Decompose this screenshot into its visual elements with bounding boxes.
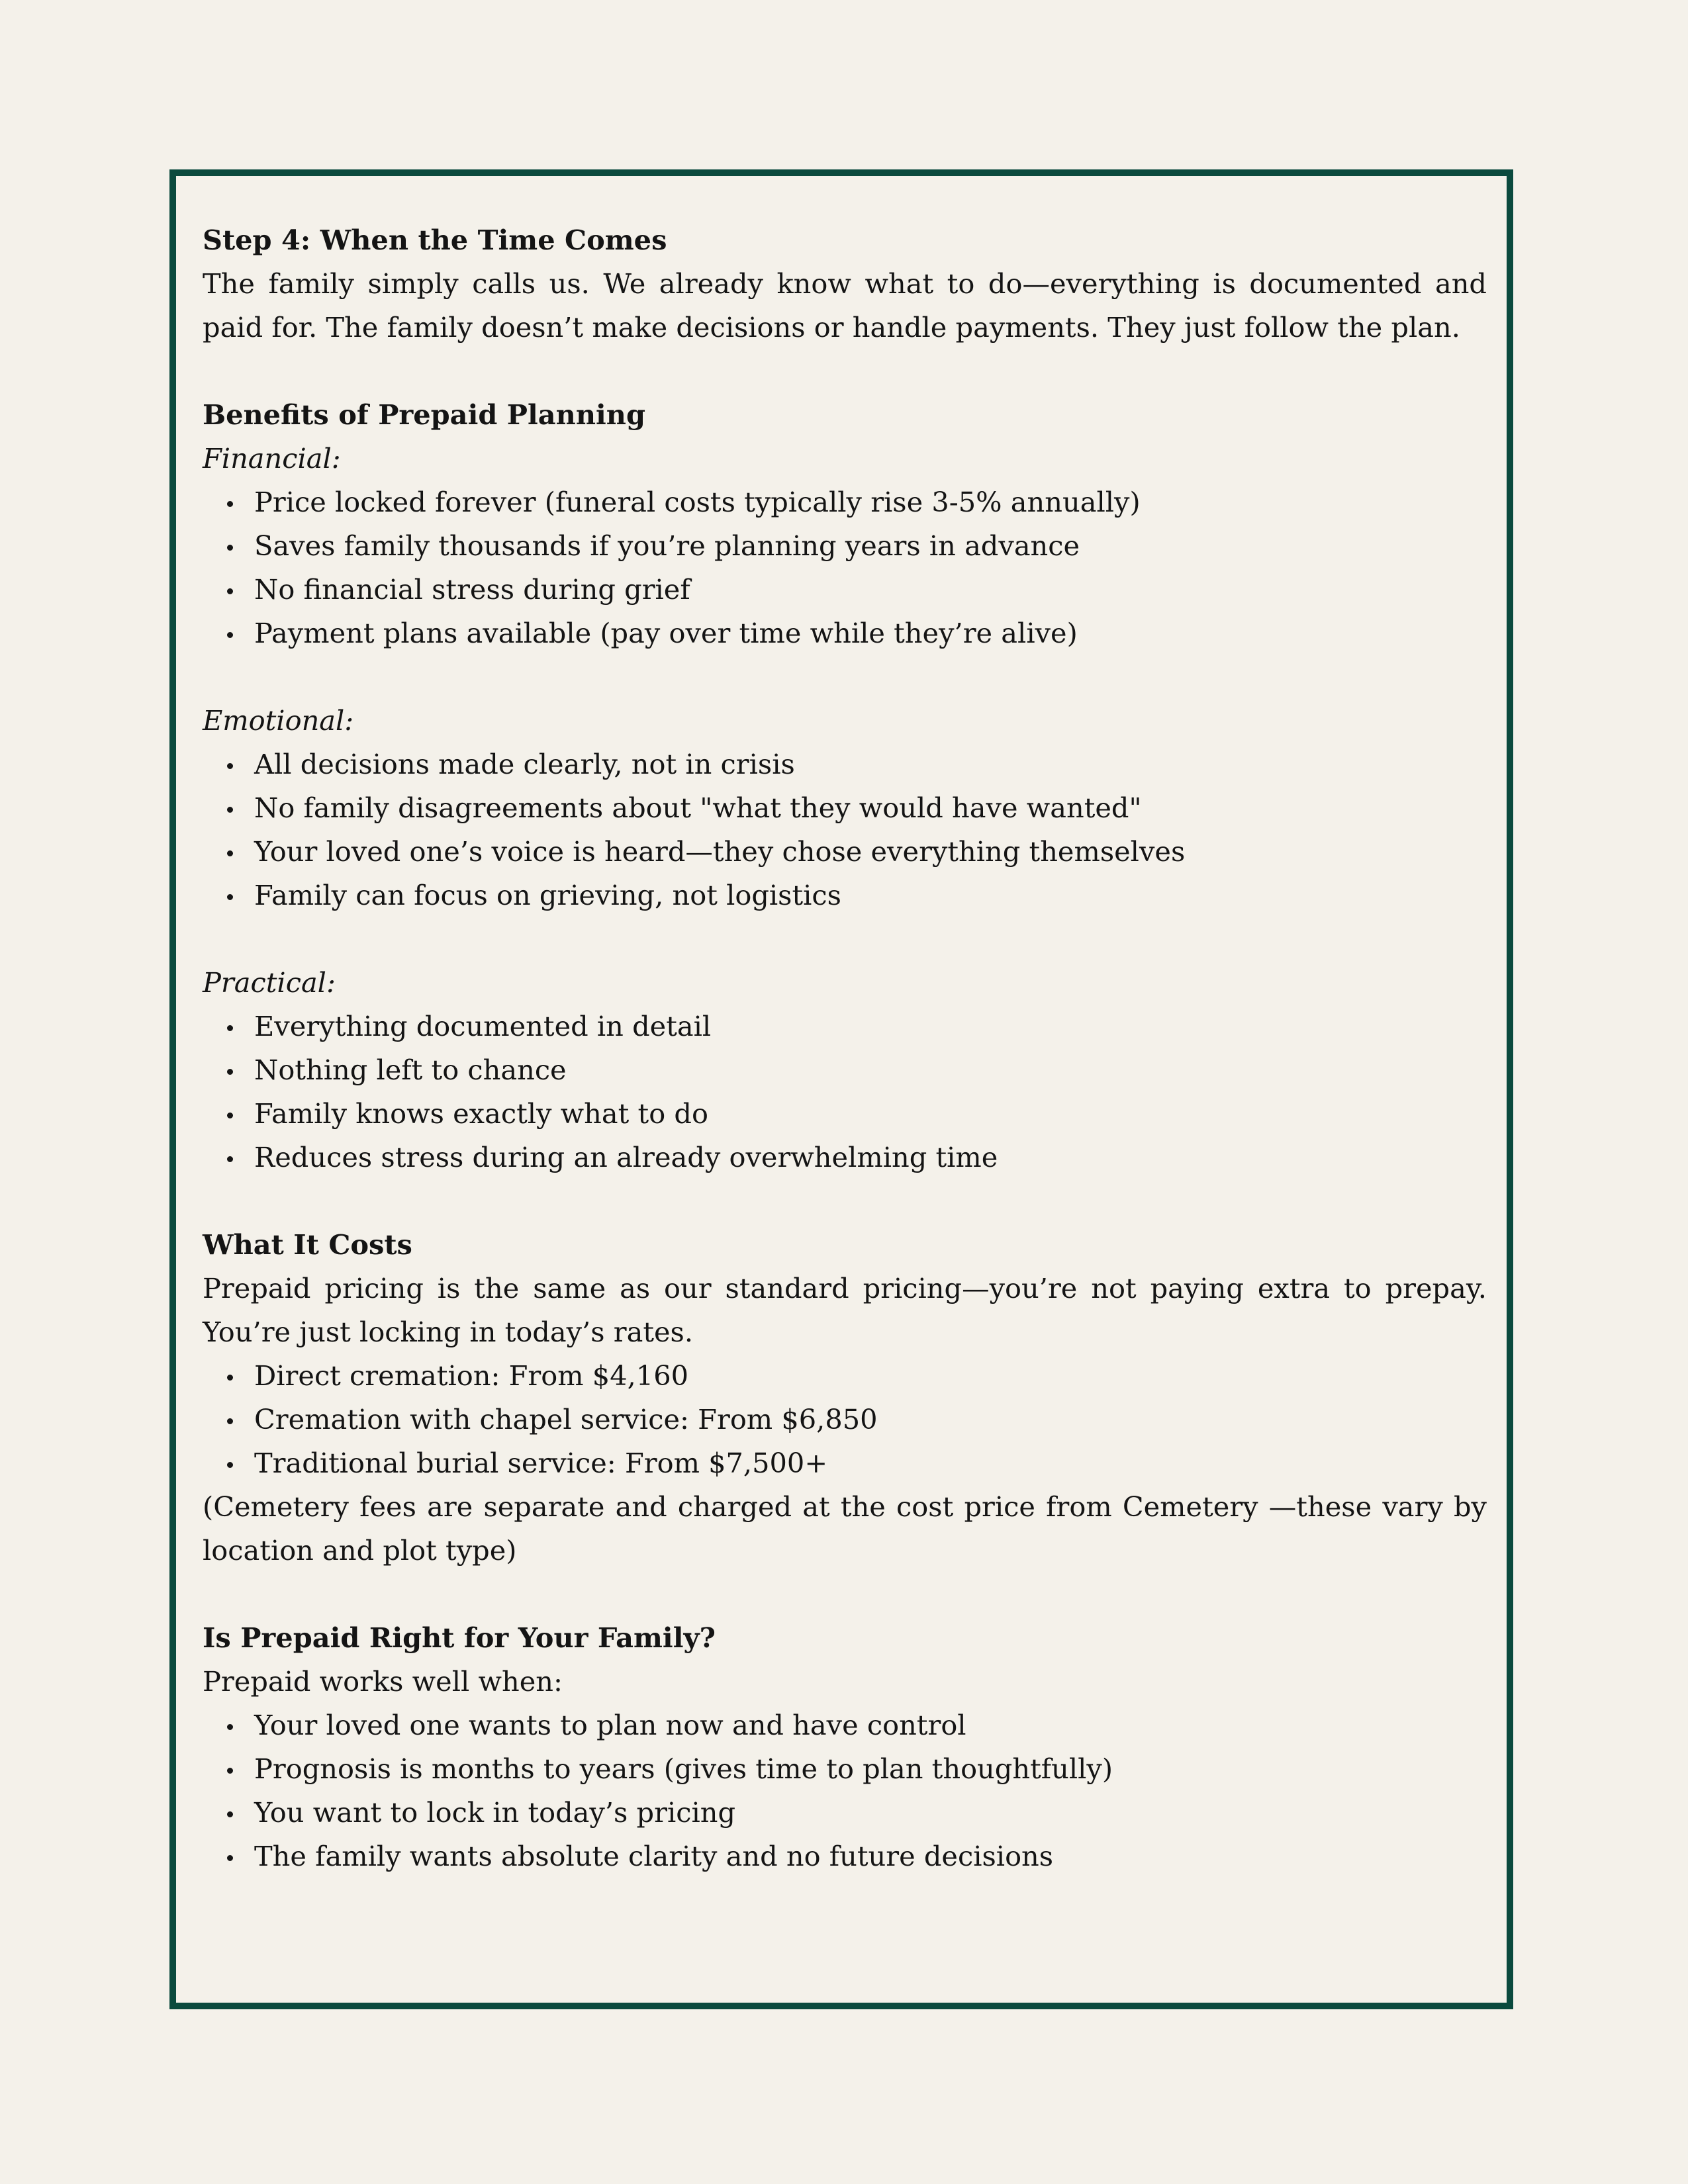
list-item: Everything documented in detail — [203, 1005, 1487, 1048]
benefits-emotional — [203, 699, 1487, 917]
cemetery-note: (Cemetery fees are separate and charged at the cost price from Cemetery —these vary by location and plot type) — [203, 1490, 1487, 1567]
section-when-time-comes — [203, 218, 1487, 349]
section-costs — [203, 1223, 1487, 1572]
section-paragraph: Prepaid pricing is the same as our standard pricing—you’re not paying extra to prepay. You’re just locking in today’s rates. — [203, 1272, 1487, 1348]
section-heading: Is Prepaid Right for Your Family? — [203, 1621, 716, 1654]
bullet-list — [203, 743, 1487, 917]
list-item: Prognosis is months to years (gives time to plan thoughtfully) — [203, 1747, 1487, 1791]
price-item: Direct cremation: From $4,160 — [203, 1354, 1487, 1398]
benefits-practical — [203, 961, 1487, 1179]
subsection-label: Financial: — [203, 442, 341, 475]
section-heading: Step 4: When the Time Comes — [203, 224, 667, 256]
list-item: Reduces stress during an already overwhelming time — [203, 1136, 1487, 1179]
price-item: Traditional burial service: From $7,500+ — [203, 1441, 1487, 1485]
section-paragraph: The family simply calls us. We already know what to do—everything is documented and paid for. The family doesn’t make decisions or handle payments. They just follow the plan. — [203, 267, 1487, 343]
subsection-label: Emotional: — [203, 704, 354, 737]
list-item: No financial stress during grief — [203, 568, 1487, 612]
price-item: Cremation with chapel service: From $6,850 — [203, 1398, 1487, 1441]
list-item: Payment plans available (pay over time while they’re alive) — [203, 612, 1487, 655]
subsection-label: Practical: — [203, 966, 336, 999]
benefits-financial — [203, 437, 1487, 655]
section-paragraph: Prepaid works well when: — [203, 1665, 563, 1698]
list-item: Price locked forever (funeral costs typically rise 3-5% annually) — [203, 480, 1487, 524]
list-item: You want to lock in today’s pricing — [203, 1791, 1487, 1835]
bullet-list — [203, 1005, 1487, 1179]
bullet-list — [203, 480, 1487, 655]
bullet-list — [203, 1704, 1487, 1878]
list-item: Family knows exactly what to do — [203, 1092, 1487, 1136]
document-content — [203, 218, 1487, 1878]
list-item: All decisions made clearly, not in crisis — [203, 743, 1487, 786]
list-item: Saves family thousands if you’re planning years in advance — [203, 524, 1487, 568]
section-heading: What It Costs — [203, 1228, 412, 1261]
section-heading: Benefits of Prepaid Planning — [203, 398, 645, 431]
list-item: Your loved one’s voice is heard—they chose everything themselves — [203, 830, 1487, 874]
section-right-for-family — [203, 1616, 1487, 1878]
list-item: Your loved one wants to plan now and have control — [203, 1704, 1487, 1747]
list-item: Nothing left to chance — [203, 1048, 1487, 1092]
price-list — [203, 1354, 1487, 1485]
list-item: No family disagreements about "what they would have wanted" — [203, 786, 1487, 830]
list-item: Family can focus on grieving, not logistics — [203, 874, 1487, 917]
section-benefits — [203, 393, 1487, 1179]
list-item: The family wants absolute clarity and no future decisions — [203, 1835, 1487, 1878]
